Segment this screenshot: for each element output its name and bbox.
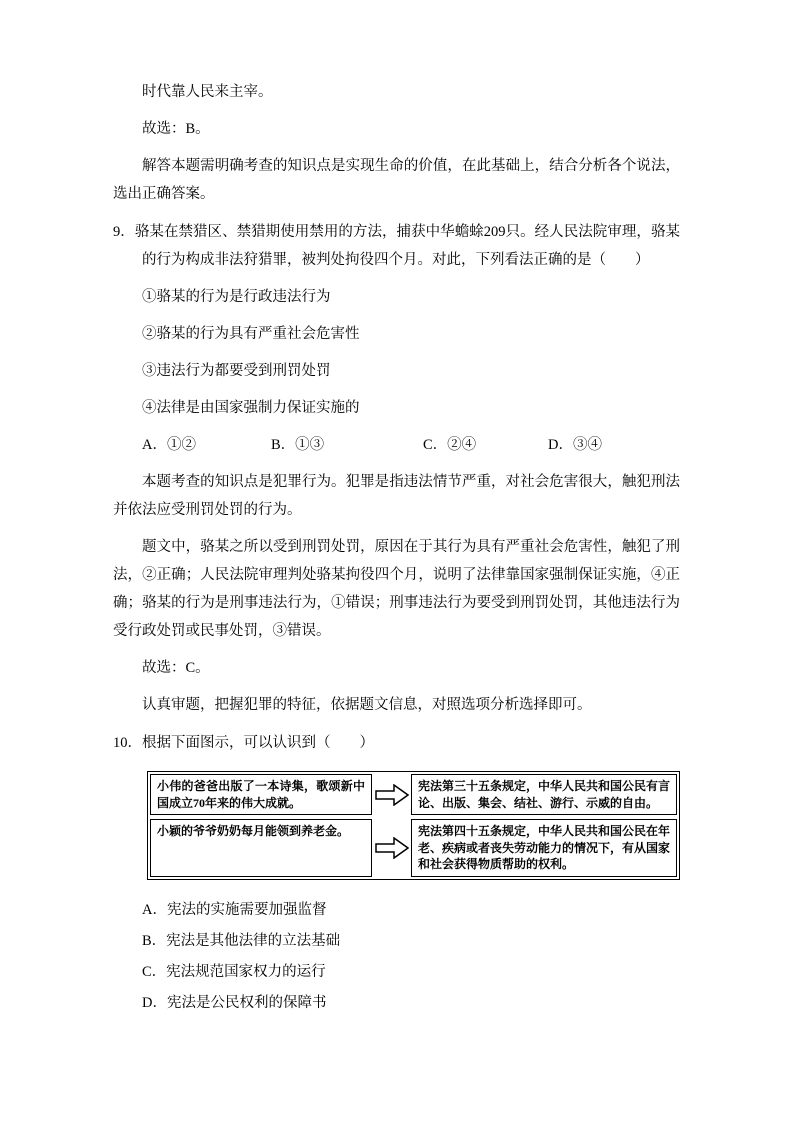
question-10-diagram xyxy=(147,771,680,880)
question-9-choice: 故选：C。 xyxy=(142,660,210,676)
diagram-row-2-right-text: 宪法第四十五条规定，中华人民共和国公民在年老、疾病或者丧失劳动能力的情况下，有从国家和社会获得物质帮助的权利。 xyxy=(418,824,671,871)
question-9-statement-4: ④法律是由国家强制力保证实施的 xyxy=(142,400,360,416)
question-9-option-a: A．①② xyxy=(142,437,196,453)
answer-8-comment: 解答本题需明确考查的知识点是实现生命的价值，在此基础上，结合分析各个说法，选出正确答案。 xyxy=(113,158,680,202)
answer-8-tail: 时代靠人民来主宰。 xyxy=(142,84,273,100)
question-9-option-d: D．③④ xyxy=(548,437,602,453)
question-10-stem: 10．根据下面图示，可以认识到（ ） xyxy=(113,735,374,751)
question-10-option-c: C．宪法规范国家权力的运行 xyxy=(142,963,326,980)
question-9-analysis-2: 题文中，骆某之所以受到刑罚处罚，原因在于其行为具有严重社会危害性，触犯了刑法，②正确；人民法院审理判处骆某拘役四个月，说明了法律靠国家强制保证实施，④正确；骆某的行为是刑事违法行为，①错误；刑事违法行为要受到刑罚处罚，其他违法行为受行政处罚或民事处罚，③错误。 xyxy=(113,539,680,639)
diagram-row-1-left-text: 小伟的爸爸出版了一本诗集，歌颂新中国成立70年来的伟大成就。 xyxy=(157,779,365,810)
question-9-statement-3: ③违法行为都要受到刑罚处罚 xyxy=(142,363,331,379)
diagram-row-2-left-text: 小颖的爷爷奶奶每月能领到养老金。 xyxy=(157,824,350,838)
right-arrow-icon xyxy=(372,774,411,815)
diagram-row-2 xyxy=(150,819,677,877)
question-9-statement-1: ①骆某的行为是行政违法行为 xyxy=(142,289,331,305)
diagram-row-1-right-text: 宪法第三十五条规定，中华人民共和国公民有言论、出版、集会、结社、游行、示威的自由。 xyxy=(418,779,671,810)
question-9-comment: 认真审题，把握犯罪的特征，依据题文信息，对照选项分析选择即可。 xyxy=(142,697,592,713)
question-9-analysis-1: 本题考查的知识点是犯罪行为。犯罪是指违法情节严重，对社会危害很大，触犯刑法并依法应受刑罚处罚的行为。 xyxy=(113,474,680,518)
diagram-row-2-right-box xyxy=(411,819,677,877)
diagram-row-1 xyxy=(150,774,677,815)
question-10-option-b: B．宪法是其他法律的立法基础 xyxy=(142,932,341,949)
diagram-row-2-left-box xyxy=(150,819,372,877)
question-9-options-row xyxy=(113,431,680,459)
right-arrow-icon xyxy=(372,819,411,877)
answer-8-choice: 故选：B。 xyxy=(142,121,210,137)
question-9-statement-2: ②骆某的行为具有严重社会危害性 xyxy=(142,326,360,342)
diagram-row-1-left-box xyxy=(150,774,372,815)
question-9-option-b: B．①③ xyxy=(271,437,325,453)
question-10-option-d: D．宪法是公民权利的保障书 xyxy=(142,994,327,1011)
diagram-row-1-right-box xyxy=(411,774,677,815)
question-9-option-c: C．②④ xyxy=(423,437,477,453)
question-10-option-a: A．宪法的实施需要加强监督 xyxy=(142,901,327,918)
question-9-stem: 9．骆某在禁猎区、禁猎期使用禁用的方法，捕获中华蟾蜍209只。经人民法院审理，骆某的行为构成非法狩猎罪，被判处拘役四个月。对此，下列看法正确的是（ ） xyxy=(113,224,680,268)
